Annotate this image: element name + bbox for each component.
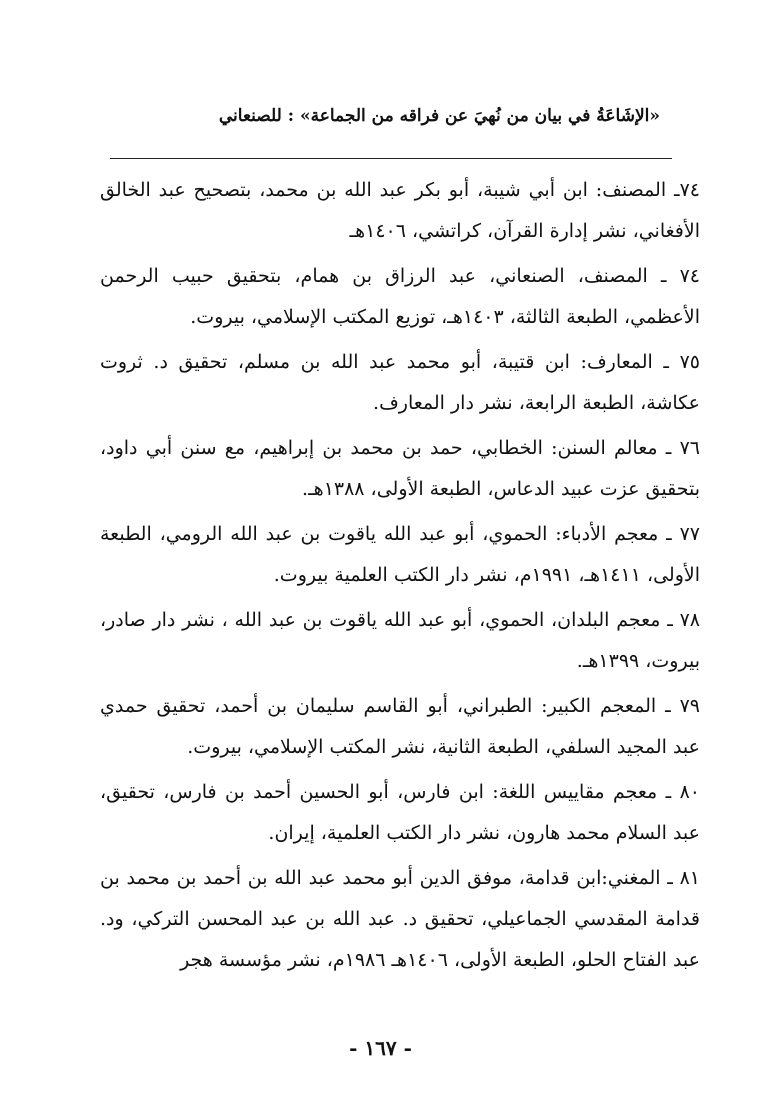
header-divider (110, 158, 672, 159)
running-header: «الإشَاعَةُ في بيان من نُهيَ عن فراقه من الجماعة» : للصنعاني (218, 106, 660, 126)
bibliography-entry-76: ٧٦ ـ معالم السنن: الخطابي، حمد بن محمد بن إبراهيم، مع سنن أبي داود، بتحقيق عزت عبيد الدعاس، الطبعة الأولى، ١٣٨٨هـ. (100, 437, 700, 500)
bibliography-entry-74b: ٧٤ ـ المصنف، الصنعاني، عبد الرزاق بن همام، بتحقيق حبيب الرحمن الأعظمي، الطبعة الثالثة، ١٤٠٣هـ، توزيع المكتب الإسلامي، بيروت. (100, 265, 700, 328)
bibliography-entry-80: ٨٠ ـ معجم مقاييس اللغة: ابن فارس، أبو الحسين أحمد بن فارس، تحقيق، عبد السلام محمد هارون، نشر دار الكتب العلمية، إيران. (100, 781, 700, 844)
bibliography-entry-75: ٧٥ ـ المعارف: ابن قتيبة، أبو محمد عبد الله بن مسلم، تحقيق د. ثروت عكاشة، الطبعة الرابعة، نشر دار المعارف. (100, 351, 700, 414)
bibliography-entry-79: ٧٩ ـ المعجم الكبير: الطبراني، أبو القاسم سليمان بن أحمد، تحقيق حمدي عبد المجيد السلفي، الطبعة الثانية، نشر المكتب الإسلامي، بيروت. (100, 695, 700, 758)
bibliography-entry-78: ٧٨ ـ معجم البلدان، الحموي، أبو عبد الله ياقوت بن عبد الله ، نشر دار صادر، بيروت، ١٣٩٩هـ. (100, 609, 700, 672)
bibliography-entry-81: ٨١ ـ المغني:ابن قدامة، موفق الدين أبو محمد عبد الله بن أحمد بن محمد بن قدامة المقدسي الجماعيلي، تحقيق د. عبد الله بن عبد المحسن التركي، ود. عبد الفتاح الحلو، الطبعة الأولى، ١٤٠٦هـ ١٩٨٦م، نشر مؤسسة هجر (100, 867, 700, 971)
bibliography-list (100, 170, 700, 985)
bibliography-entry-77: ٧٧ ـ معجم الأدباء: الحموي، أبو عبد الله ياقوت بن عبد الله الرومي، الطبعة الأولى، ١٤١١هـ، ١٩٩١م، نشر دار الكتب العلمية بيروت. (100, 523, 700, 586)
bibliography-entry-74a: ٧٤ـ المصنف: ابن أبي شيبة، أبو بكر عبد الله بن محمد، بتصحيح عبد الخالق الأفغاني، نشر إدارة القرآن، كراتشي، ١٤٠٦هـ (100, 179, 700, 242)
page-number: - ١٦٧ - (349, 1036, 412, 1060)
